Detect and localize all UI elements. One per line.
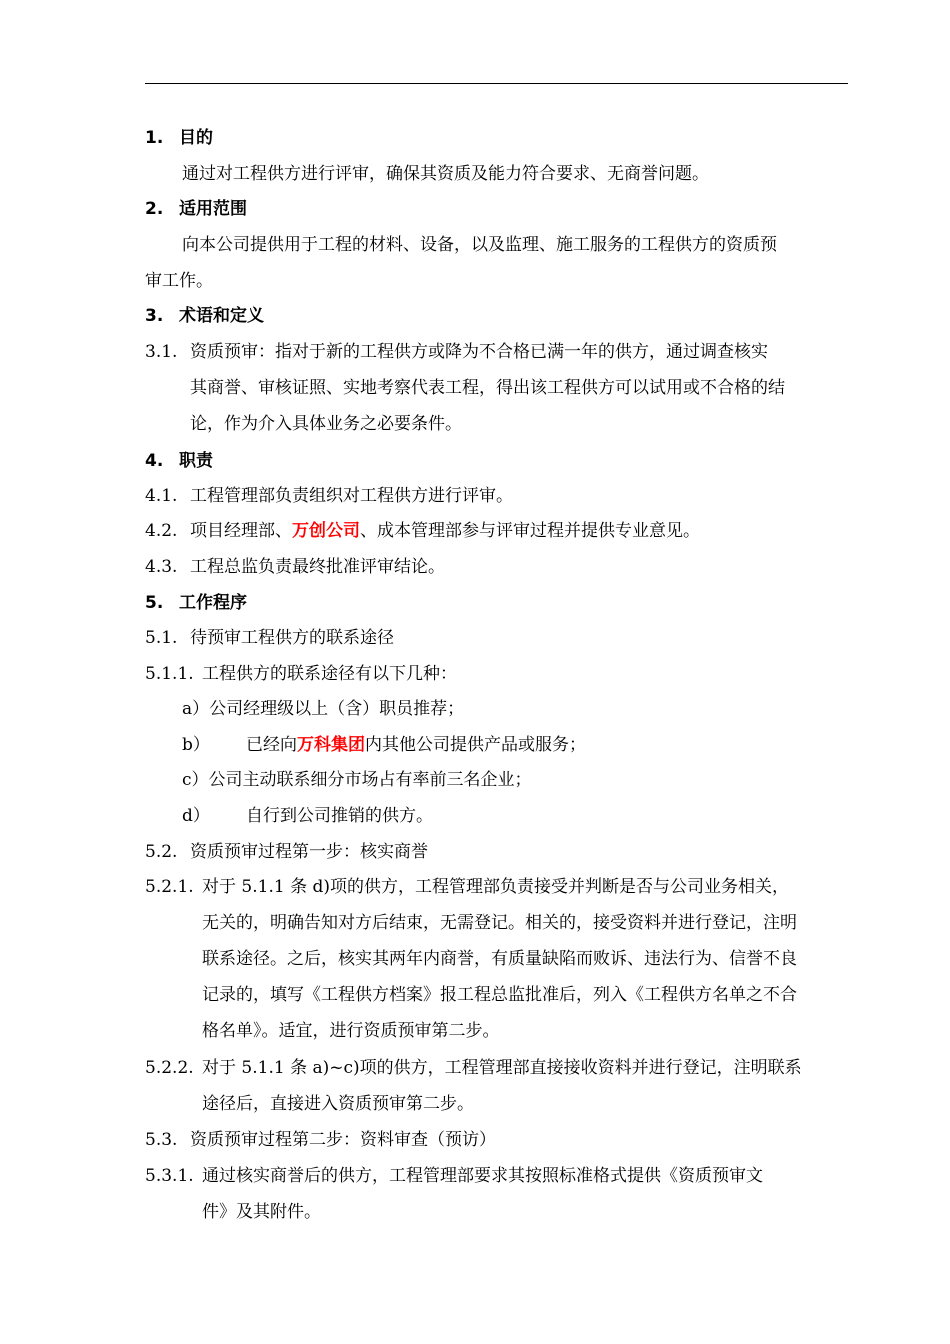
- item-text: 、成本管理部参与评审过程并提供专业意见。: [360, 521, 700, 541]
- list-text: 自行到公司推销的供方。: [246, 806, 433, 826]
- section-1-heading: [145, 128, 213, 148]
- section-title: 工作程序: [179, 593, 247, 613]
- item-3-1: [145, 342, 768, 362]
- item-number: 5.1.: [145, 628, 178, 648]
- section-4-heading: [145, 451, 213, 471]
- header-rule: [145, 83, 848, 84]
- item-text: 工程总监负责最终批准评审结论。: [190, 557, 445, 577]
- section-title: 术语和定义: [179, 306, 264, 326]
- list-item-d: [182, 806, 433, 826]
- section-number: 4.: [145, 451, 164, 471]
- list-label: d）: [182, 806, 210, 826]
- section-2-body-line: 向本公司提供用于工程的材料、设备，以及监理、施工服务的工程供方的资质预: [182, 235, 777, 255]
- item-text: 对于 5.1.1 条 d)项的供方，工程管理部负责接受并判断是否与公司业务相关，: [202, 877, 789, 897]
- list-label: a）: [182, 699, 210, 719]
- item-5-2: [145, 842, 428, 862]
- item-text: 待预审工程供方的联系途径: [190, 628, 394, 648]
- item-text: 项目经理部、: [190, 521, 292, 541]
- list-text: 公司主动联系细分市场占有率前三名企业；: [208, 770, 532, 790]
- section-title: 职责: [179, 451, 213, 471]
- list-text: 已经向: [246, 735, 297, 755]
- section-5-heading: [145, 593, 247, 613]
- item-number: 5.2.1.: [145, 877, 194, 897]
- section-title: 适用范围: [179, 199, 247, 219]
- item-number: 4.2.: [145, 521, 178, 541]
- item-text: 资质预审：指对于新的工程供方或降为不合格已满一年的供方，通过调查核实: [190, 342, 768, 362]
- section-1-body: 通过对工程供方进行评审，确保其资质及能力符合要求、无商誉问题。: [182, 164, 709, 184]
- item-number: 5.1.1.: [145, 664, 194, 684]
- item-5-3-1: [145, 1166, 763, 1186]
- item-4-1: [145, 486, 513, 506]
- item-5-2-1-cont: 联系途径。之后，核实其两年内商誉，有质量缺陷而败诉、违法行为、信誉不良: [202, 949, 797, 969]
- item-5-2-1-cont: 格名单》。适宜，进行资质预审第二步。: [202, 1021, 500, 1041]
- list-item-a: [182, 699, 464, 719]
- list-label: c）: [182, 770, 209, 790]
- item-number: 5.3.1.: [145, 1166, 194, 1186]
- item-5-2-1-cont: 记录的，填写《工程供方档案》报工程总监批准后，列入《工程供方名单之不合: [202, 985, 797, 1005]
- item-number: 4.1.: [145, 486, 178, 506]
- item-3-1-cont: 论，作为介入具体业务之必要条件。: [190, 414, 462, 434]
- item-4-2: [145, 521, 700, 541]
- section-number: 1.: [145, 128, 164, 148]
- item-5-1-1: [145, 664, 457, 684]
- section-2-heading: [145, 199, 247, 219]
- item-text: 资质预审过程第二步：资料审查（预访）: [190, 1130, 496, 1150]
- section-2-body-line: 审工作。: [145, 271, 213, 291]
- item-text: 通过核实商誉后的供方，工程管理部要求其按照标准格式提供《资质预审文: [202, 1166, 763, 1186]
- item-5-2-1-cont: 无关的，明确告知对方后结束，无需登记。相关的，接受资料并进行登记，注明: [202, 913, 797, 933]
- item-4-3: [145, 557, 445, 577]
- section-number: 3.: [145, 306, 164, 326]
- item-5-2-1: [145, 877, 789, 897]
- section-title: 目的: [179, 128, 213, 148]
- item-5-2-2: [145, 1058, 802, 1078]
- item-text: 对于 5.1.1 条 a)~c)项的供方，工程管理部直接接收资料并进行登记，注明联系: [202, 1058, 802, 1078]
- item-3-1-cont: 其商誉、审核证照、实地考察代表工程，得出该工程供方可以试用或不合格的结: [190, 378, 785, 398]
- list-text: 内其他公司提供产品或服务；: [365, 735, 586, 755]
- highlighted-company: 万创公司: [292, 521, 360, 541]
- list-item-c: [182, 770, 532, 790]
- section-number: 5.: [145, 593, 164, 613]
- item-5-2-2-cont: 途径后，直接进入资质预审第二步。: [202, 1094, 474, 1114]
- list-item-b: [182, 735, 586, 755]
- item-number: 5.2.: [145, 842, 178, 862]
- section-3-heading: [145, 306, 264, 326]
- item-text: 资质预审过程第一步：核实商誉: [190, 842, 428, 862]
- item-5-3: [145, 1130, 496, 1150]
- item-number: 5.2.2.: [145, 1058, 194, 1078]
- highlighted-company: 万科集团: [297, 735, 365, 755]
- item-text: 工程管理部负责组织对工程供方进行评审。: [190, 486, 513, 506]
- item-text: 工程供方的联系途径有以下几种：: [202, 664, 457, 684]
- item-number: 4.3.: [145, 557, 178, 577]
- item-number: 3.1.: [145, 342, 178, 362]
- item-number: 5.3.: [145, 1130, 178, 1150]
- section-number: 2.: [145, 199, 164, 219]
- item-5-1: [145, 628, 394, 648]
- list-label: b）: [182, 735, 210, 755]
- list-text: 公司经理级以上（含）职员推荐；: [209, 699, 465, 719]
- item-5-3-1-cont: 件》及其附件。: [202, 1202, 321, 1222]
